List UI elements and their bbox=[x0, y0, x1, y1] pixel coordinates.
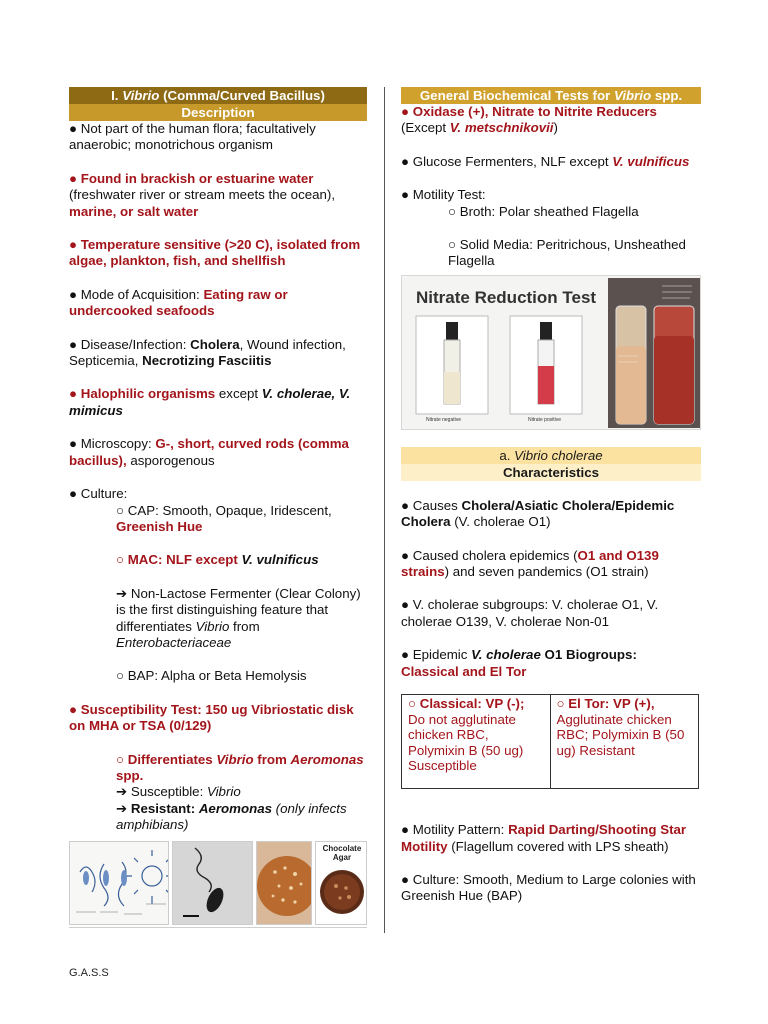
susceptible-line: ➔ Susceptible: Vibrio bbox=[116, 784, 241, 800]
section-subtitle-description: Description bbox=[69, 104, 367, 121]
bullet-temperature: ● Temperature sensitive (>20 C), isolated from algae, plankton, fish, and shellfish bbox=[69, 237, 361, 269]
vibrio-image-strip bbox=[69, 841, 367, 925]
nitrate-image-title: Nitrate Reduction Test bbox=[416, 287, 597, 307]
right-column bbox=[401, 87, 701, 905]
nitrate-positive-label: Nitrate positive bbox=[528, 416, 562, 423]
bullet-subgroups: ● V. cholerae subgroups: V. cholerae O1, V. cholerae O139, V. cholerae Non-01 bbox=[401, 597, 659, 629]
chocolate-agar-image bbox=[315, 841, 367, 925]
bullet-habitat: ● Found in brackish or estuarine water (freshwater river or stream meets the ocean), marine, or salt water bbox=[69, 170, 336, 219]
bullet-culture-cholerae: ● Culture: Smooth, Medium to Large colonies with Greenish Hue (BAP) bbox=[401, 871, 696, 904]
nitrate-reduction-image bbox=[401, 275, 701, 430]
bullet-microscopy: ● Microscopy: G-, short, curved rods (comma bacillus), asporogenous bbox=[69, 436, 349, 468]
classical-cell: ○ Classical: VP (-); Do not agglutinate chicken RBC, Polymixin B (50 ug) Susceptible bbox=[402, 695, 551, 789]
biogroup-comparison-table bbox=[401, 694, 699, 789]
resistant-line: ➔ Resistant: Aeromonas (only infects amphibians) bbox=[116, 800, 347, 833]
culture-mac: ○ MAC: NLF except V. vulnificus bbox=[116, 552, 319, 568]
electron-micrograph-image bbox=[172, 841, 253, 925]
bullet-culture: ● Culture: bbox=[69, 486, 128, 502]
el-tor-cell: ○ El Tor: VP (+), Agglutinate chicken RBC; Polymixin B (50 ug) Resistant bbox=[550, 695, 699, 789]
culture-cap: ○ CAP: Smooth, Opaque, Iridescent, Greenish Hue bbox=[116, 502, 332, 534]
bullet-disease: ● Disease/Infection: Cholera, Wound infection, Septicemia, Necrotizing Fasciitis bbox=[69, 336, 346, 369]
bullet-halophilic: ● Halophilic organisms except V. cholerae, V. mimicus bbox=[69, 386, 351, 418]
section-title-vibrio-cholerae: a. Vibrio cholerae bbox=[401, 447, 701, 464]
column-divider bbox=[384, 87, 385, 933]
motility-solid: ○ Solid Media: Peritrichous, Unsheathed Flagella bbox=[448, 237, 686, 269]
differentiates-line: ○ Differentiates Vibrio from Aeromonas spp. bbox=[116, 751, 364, 783]
bullet-glucose: ● Glucose Fermenters, NLF except V. vulnificus bbox=[401, 153, 690, 169]
culture-nlf-note: ➔ Non-Lactose Fermenter (Clear Colony) is the first distinguishing feature that differentiates Vibrio from Enterobacteriaceae bbox=[116, 585, 361, 650]
bullet-acquisition: ● Mode of Acquisition: Eating raw or undercooked seafoods bbox=[69, 286, 288, 319]
section-title-vibrio: I. Vibrio (Comma/Curved Bacillus) bbox=[69, 87, 367, 104]
agar-plate-image bbox=[256, 841, 312, 925]
bullet-epidemics: ● Caused cholera epidemics (O1 and O139 strains) and seven pandemics (O1 strain) bbox=[401, 547, 659, 580]
bullet-causes: ● Causes Cholera/Asiatic Cholera/Epidemic Cholera (V. cholerae O1) bbox=[401, 497, 675, 530]
left-column bbox=[69, 87, 367, 925]
nitrate-negative-label: Nitrate negative bbox=[426, 416, 462, 423]
footer-initials: G.A.S.S bbox=[69, 967, 109, 979]
section-title-biochemical: General Biochemical Tests for Vibrio spp. bbox=[401, 87, 701, 104]
bullet-flora: ● Not part of the human flora; facultatively anaerobic; monotrichous organism bbox=[69, 121, 316, 153]
bullet-susceptibility: ● Susceptibility Test: 150 ug Vibriostatic disk on MHA or TSA (0/129) bbox=[69, 701, 354, 734]
chocolate-agar-label: Chocolate Agar bbox=[322, 843, 362, 862]
left-bottom-rule bbox=[69, 927, 367, 928]
motility-broth: ○ Broth: Polar sheathed Flagella bbox=[448, 203, 639, 219]
flagella-drawing-image bbox=[69, 841, 169, 925]
culture-bap: ○ BAP: Alpha or Beta Hemolysis bbox=[116, 668, 307, 684]
bullet-biogroups: ● Epidemic V. cholerae O1 Biogroups: Classical and El Tor bbox=[401, 647, 637, 679]
bullet-motility-test: ● Motility Test: bbox=[401, 187, 486, 203]
bullet-motility-pattern: ● Motility Pattern: Rapid Darting/Shooting Star Motility (Flagellum covered with LPS sheath) bbox=[401, 822, 687, 854]
bullet-oxidase: ● Oxidase (+), Nitrate to Nitrite Reducers (Except V. metschnikovii) bbox=[401, 104, 657, 136]
section-subtitle-characteristics: Characteristics bbox=[401, 464, 701, 481]
